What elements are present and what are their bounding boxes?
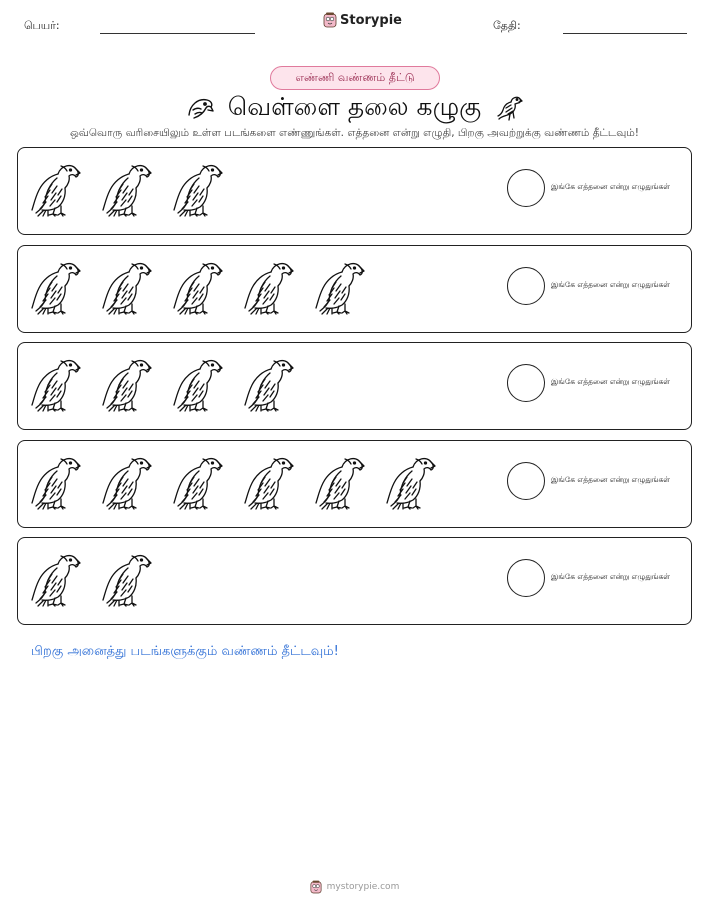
title-row — [0, 90, 709, 126]
instructions: ஒவ்வொரு வரிசையிலும் உள்ள படங்களை எண்ணுங்கள். எத்தனை என்று எழுதி, பிறகு அவற்றுக்கு வண்ணம் தீட்டவும்! — [70, 127, 639, 139]
bald-eagle-icon — [99, 453, 153, 511]
footer — [0, 880, 709, 894]
answer-circle[interactable] — [507, 267, 545, 305]
date-label: தேதி: — [493, 19, 521, 32]
brand-logo — [323, 12, 402, 28]
bald-eagle-icon — [241, 258, 295, 316]
bald-eagle-icon — [99, 258, 153, 316]
eagle-icon — [495, 94, 523, 122]
bald-eagle-icon — [99, 160, 153, 218]
bald-eagle-icon — [241, 453, 295, 511]
storypie-logo-icon — [323, 12, 337, 28]
bald-eagle-icon — [28, 258, 82, 316]
answer-circle[interactable] — [507, 559, 545, 597]
counting-row — [17, 440, 692, 528]
answer-hint: இங்கே எத்தனை என்று எழுதுங்கள் — [551, 377, 671, 386]
answer-hint: இங்கே எத்தனை என்று எழுதுங்கள் — [551, 572, 671, 581]
bald-eagle-icon — [312, 453, 366, 511]
counting-row — [17, 342, 692, 430]
eagle-head-icon — [186, 95, 214, 121]
bald-eagle-icon — [28, 160, 82, 218]
answer-hint: இங்கே எத்தனை என்று எழுதுங்கள் — [551, 280, 671, 289]
answer-hint: இங்கே எத்தனை என்று எழுதுங்கள் — [551, 475, 671, 484]
bald-eagle-icon — [170, 258, 224, 316]
storypie-logo-icon — [310, 880, 322, 894]
activity-badge: எண்ணி வண்ணம் தீட்டு — [270, 66, 440, 90]
bald-eagle-icon — [383, 453, 437, 511]
date-line[interactable] — [563, 33, 687, 34]
counting-row — [17, 245, 692, 333]
eagle-group — [28, 550, 153, 608]
bald-eagle-icon — [170, 160, 224, 218]
bald-eagle-icon — [28, 355, 82, 413]
counting-row — [17, 537, 692, 625]
name-line[interactable] — [100, 33, 255, 34]
counting-row — [17, 147, 692, 235]
bald-eagle-icon — [241, 355, 295, 413]
bald-eagle-icon — [99, 355, 153, 413]
eagle-group — [28, 355, 295, 413]
brand-name: Storypie — [340, 12, 402, 28]
bald-eagle-icon — [312, 258, 366, 316]
answer-circle[interactable] — [507, 169, 545, 207]
name-label: பெயர்: — [24, 19, 60, 32]
closing-note: பிறகு அனைத்து படங்களுக்கும் வண்ணம் தீட்டவும்! — [31, 644, 339, 659]
answer-hint: இங்கே எத்தனை என்று எழுதுங்கள் — [551, 182, 671, 191]
bald-eagle-icon — [170, 453, 224, 511]
bald-eagle-icon — [28, 550, 82, 608]
eagle-group — [28, 258, 366, 316]
answer-circle[interactable] — [507, 364, 545, 402]
page-title: வெள்ளை தலை கழுகு — [227, 91, 482, 121]
answer-circle[interactable] — [507, 462, 545, 500]
footer-site: mystorypie.com — [326, 882, 400, 892]
bald-eagle-icon — [170, 355, 224, 413]
eagle-group — [28, 453, 437, 511]
eagle-group — [28, 160, 224, 218]
bald-eagle-icon — [99, 550, 153, 608]
bald-eagle-icon — [28, 453, 82, 511]
